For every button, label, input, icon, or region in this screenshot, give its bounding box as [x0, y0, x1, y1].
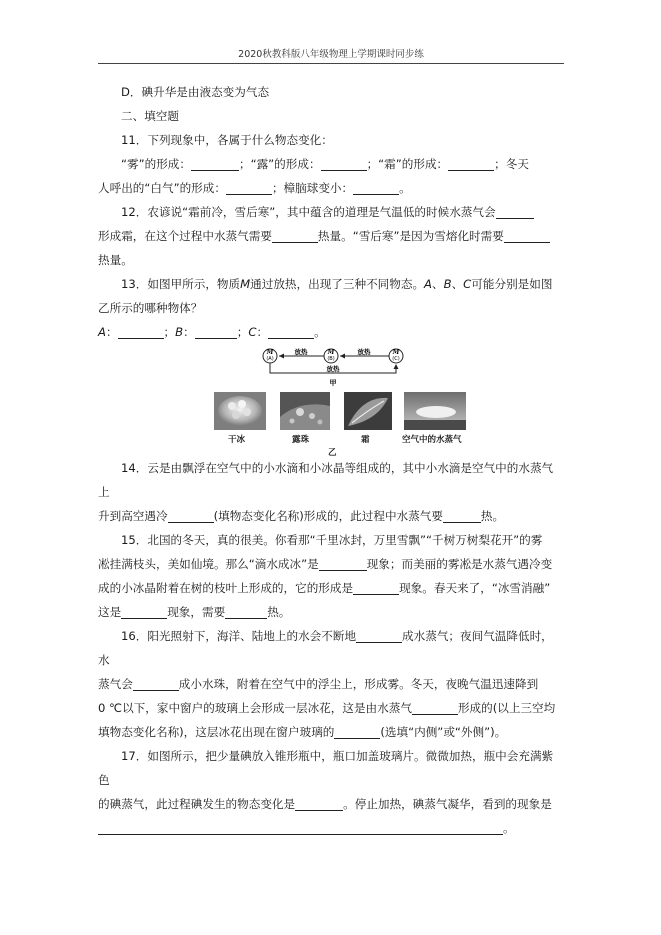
- q15-line3: 成的小冰晶附着在树的枝叶上形成的，它的形成是 现象。春天来了，“冰雪消融”: [98, 581, 551, 595]
- node-b-m: M: [327, 349, 335, 356]
- q16-blank-3[interactable]: [412, 700, 458, 715]
- q16-line4: 填物态变化名称)，这层冰花出现在窗户玻璃的 (选填“内侧”或“外侧”)。: [98, 725, 507, 739]
- q12-blank-3[interactable]: [504, 228, 550, 243]
- q15-blank-3[interactable]: [121, 604, 167, 619]
- arrow1-label: 放热: [294, 348, 308, 356]
- figure-yi: [98, 392, 564, 456]
- q16-line3: 0 ℃以下，家中窗户的玻璃上会形成一层冰花，这是由水蒸气 形成的(以上三空均: [98, 701, 556, 715]
- frost-photo: [344, 392, 392, 430]
- document-body: [98, 80, 564, 840]
- arrow3-label: 放热: [326, 365, 340, 373]
- q16-blank-2[interactable]: [133, 676, 179, 691]
- q11-stem: 11．下列现象中，各属于什么物态变化：: [121, 133, 333, 147]
- q15-blank-2[interactable]: [353, 580, 399, 595]
- q13-line2: A： ；B： ；C： 。: [98, 325, 326, 339]
- q11-body-2: 人呼出的“白气”的形成： ；樟脑球变小： 。: [98, 181, 411, 195]
- q11-blank-dew[interactable]: [321, 156, 367, 171]
- dew-drop-photo: [280, 392, 330, 430]
- section-heading: 二、填空题: [121, 109, 179, 123]
- q14-blank-1[interactable]: [168, 508, 214, 523]
- q16-blank-1[interactable]: [356, 628, 402, 643]
- node-a-sub: (A): [266, 356, 274, 362]
- q14-line2: 升到高空遇冷 (填物态变化名称)形成的，此过程中水蒸气要 热。: [98, 509, 505, 523]
- q13-blank-b[interactable]: [195, 324, 237, 339]
- q12-line3: 热量。: [98, 253, 133, 267]
- q14-line1: 14．云是由飘浮在空气中的小水滴和小冰晶等组成的，其中小水滴是空气中的水蒸气上: [98, 461, 554, 499]
- label-dry-ice: 干冰: [228, 435, 246, 445]
- dry-ice-photo: [214, 392, 266, 430]
- q12-blank-1[interactable]: [496, 204, 534, 219]
- q11-blank-fog[interactable]: [191, 156, 239, 171]
- node-a-m: M: [266, 349, 274, 356]
- q15-blank-4[interactable]: [225, 604, 267, 619]
- fig-jia-caption: 甲: [329, 379, 337, 387]
- fig-yi-caption: 乙: [328, 448, 337, 458]
- label-dew: 露珠: [292, 435, 310, 445]
- arrowhead-c: [394, 364, 399, 369]
- q11-blank-breath[interactable]: [226, 180, 272, 195]
- q15-line4: 这是 现象，需要 热。: [98, 605, 291, 619]
- figure-jia: [98, 346, 564, 392]
- label-frost: 霜: [361, 435, 370, 445]
- arrowhead-a: [279, 354, 284, 359]
- q12-line2: 形成霜，在这个过程中水蒸气需要 热量。“雪后寒”是因为雪熔化时需要: [98, 224, 564, 248]
- q17-line3: 。: [98, 816, 564, 840]
- q11-body: “雾”的形成： ；“露”的形成： ；“霜”的形成： ；冬天: [121, 157, 529, 171]
- node-b-sub: (B): [327, 356, 335, 362]
- node-c-m: M: [392, 349, 400, 356]
- arrow2-label: 放热: [357, 348, 371, 356]
- q13-blank-c[interactable]: [268, 324, 314, 339]
- q16-line1: 16．阳光照射下，海洋、陆地上的水会不断地 成水蒸气；夜间气温降低时，水: [98, 629, 553, 667]
- q16-line2: 蒸气会 成小水珠，附着在空气中的浮尘上，形成雾。冬天，夜晚气温迅速降到: [98, 677, 539, 691]
- q13-line1: 13．如图甲所示，物质M通过放热，出现了三种不同物态。A、B、C可能分别是如图乙所示的哪种物体？: [98, 277, 553, 315]
- q17-line1: 17．如图所示，把少量碘放入锥形瓶中，瓶口加盖玻璃片。微微加热，瓶中会充满紫色: [98, 749, 554, 787]
- q13-blank-a[interactable]: [118, 324, 164, 339]
- q15-line1: 15．北国的冬天，真的很美。你看那“千里冰封，万里雪飘”“千树万树梨花开”的雾: [121, 533, 543, 547]
- arrowhead-b: [340, 354, 345, 359]
- q12-line1: 12．农谚说“霜前冷，雪后寒”，其中蕴含的道理是气温低的时候水蒸气会: [98, 200, 564, 224]
- option-d: D．碘升华是由液态变为气态: [121, 85, 270, 99]
- state-flow-diagram: [258, 346, 408, 392]
- q17-line2: 的碘蒸气，此过程碘发生的物态变化是 。停止加热，碘蒸气凝华，看到的现象是: [98, 797, 552, 811]
- q15-line2: 凇挂满枝头，美如仙境。那么“滴水成冰”是 现象；而美丽的雾凇是水蒸气遇冷变: [98, 557, 553, 571]
- q16-blank-4[interactable]: [334, 724, 380, 739]
- q15-blank-1[interactable]: [319, 556, 367, 571]
- label-vapor: 空气中的水蒸气: [402, 435, 462, 445]
- water-vapor-photo: [404, 392, 466, 430]
- q11-blank-frost[interactable]: [448, 156, 494, 171]
- node-c-sub: (C): [392, 356, 400, 362]
- q17-blank-1[interactable]: [295, 796, 343, 811]
- q17-blank-2[interactable]: [98, 820, 503, 835]
- q11-blank-camphor[interactable]: [353, 180, 399, 195]
- page-header: 2020秋教科版八年级物理上学期课时同步练: [98, 46, 564, 64]
- q12-blank-2[interactable]: [272, 228, 318, 243]
- q14-blank-2[interactable]: [443, 508, 481, 523]
